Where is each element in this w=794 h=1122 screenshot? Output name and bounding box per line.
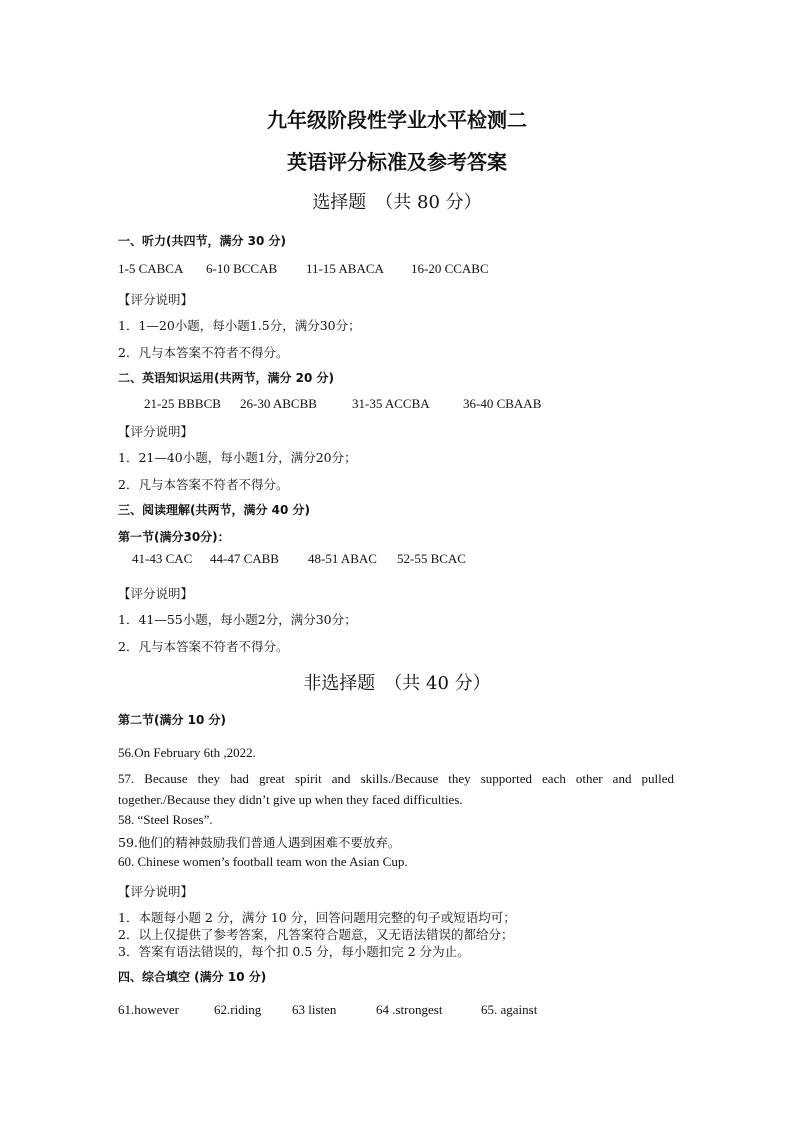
- part1-heading: 选择题 （共 80 分）: [312, 192, 482, 213]
- scoring-note: 1．21—40小题，每小题1分，满分20分；: [118, 450, 357, 465]
- answer-group: 26-30 ABCBB: [240, 396, 317, 411]
- scoring-note: 1．本题每小题 2 分，满分 10 分，回答问题用完整的句子或短语均可；: [118, 910, 516, 925]
- answer-group: 16-20 CCABC: [411, 261, 489, 276]
- answer-58: 58. “Steel Roses”.: [118, 812, 213, 827]
- section-reading-title: 三、阅读理解(共两节，满分 40 分): [118, 503, 311, 517]
- answer-group: 41-43 CAC: [132, 551, 193, 566]
- answer-group: 52-55 BCAC: [397, 551, 466, 566]
- page-subtitle: 英语评分标准及参考答案: [287, 150, 507, 174]
- page-title: 九年级阶段性学业水平检测二: [267, 108, 527, 132]
- section-listening-title: 一、听力(共四节，满分 30 分): [118, 234, 287, 248]
- answer-group: 6-10 BCCAB: [206, 261, 278, 276]
- answer-64: 64 .strongest: [376, 1002, 443, 1017]
- section-4-title: 四、综合填空 (满分 10 分): [118, 970, 267, 984]
- answer-group: 36-40 CBAAB: [463, 396, 542, 411]
- answer-group: 31-35 ACCBA: [352, 396, 430, 411]
- answer-group: 48-51 ABAC: [308, 551, 377, 566]
- part2-heading: 非选择题 （共 40 分）: [303, 673, 491, 694]
- answer-group: 11-15 ABACA: [306, 261, 384, 276]
- scoring-note-title: 【评分说明】: [118, 292, 194, 307]
- answer-61: 61.however: [118, 1002, 180, 1017]
- section-language-use-title: 二、英语知识运用(共两节，满分 20 分): [118, 371, 335, 385]
- answer-group: 1-5 CABCA: [118, 261, 184, 276]
- scoring-note-title: 【评分说明】: [118, 884, 194, 899]
- scoring-note: 2．凡与本答案不符者不得分。: [118, 477, 289, 492]
- answer-group: 21-25 BBBCB: [144, 396, 221, 411]
- subsection-title: 第一节(满分30分)：: [118, 530, 230, 544]
- scoring-note: 1．1—20小题，每小题1.5分，满分30分；: [118, 318, 361, 333]
- scoring-note: 1．41—55小题，每小题2分，满分30分；: [118, 612, 357, 627]
- scoring-note: 3．答案有语法错误的，每个扣 0.5 分，每小题扣完 2 分为止。: [118, 944, 470, 959]
- scoring-note-title: 【评分说明】: [118, 586, 194, 601]
- answer-60: 60. Chinese women’s football team won the Asian Cup.: [118, 854, 408, 869]
- answer-group: 44-47 CABB: [210, 551, 279, 566]
- answer-63: 63 listen: [292, 1002, 337, 1017]
- scoring-note-title: 【评分说明】: [118, 424, 194, 439]
- answer-62: 62.riding: [214, 1002, 262, 1017]
- answer-59: 59.他们的精神鼓励我们普通人遇到困难不要放弃。: [118, 835, 401, 850]
- section-2-title: 第二节(满分 10 分): [118, 713, 227, 727]
- answer-65: 65. against: [481, 1002, 538, 1017]
- answer-56: 56.On February 6th ,2022.: [118, 745, 256, 760]
- scoring-note: 2．凡与本答案不符者不得分。: [118, 345, 289, 360]
- scoring-note: 2．以上仅提供了参考答案，凡答案符合题意，又无语法错误的都给分；: [118, 927, 514, 942]
- scoring-note: 2．凡与本答案不符者不得分。: [118, 639, 289, 654]
- answer-57: 57. Because they had great spirit and skills./Because they supported each other and pulled together./Because they didn’t give up when they faced difficulties.: [118, 771, 674, 807]
